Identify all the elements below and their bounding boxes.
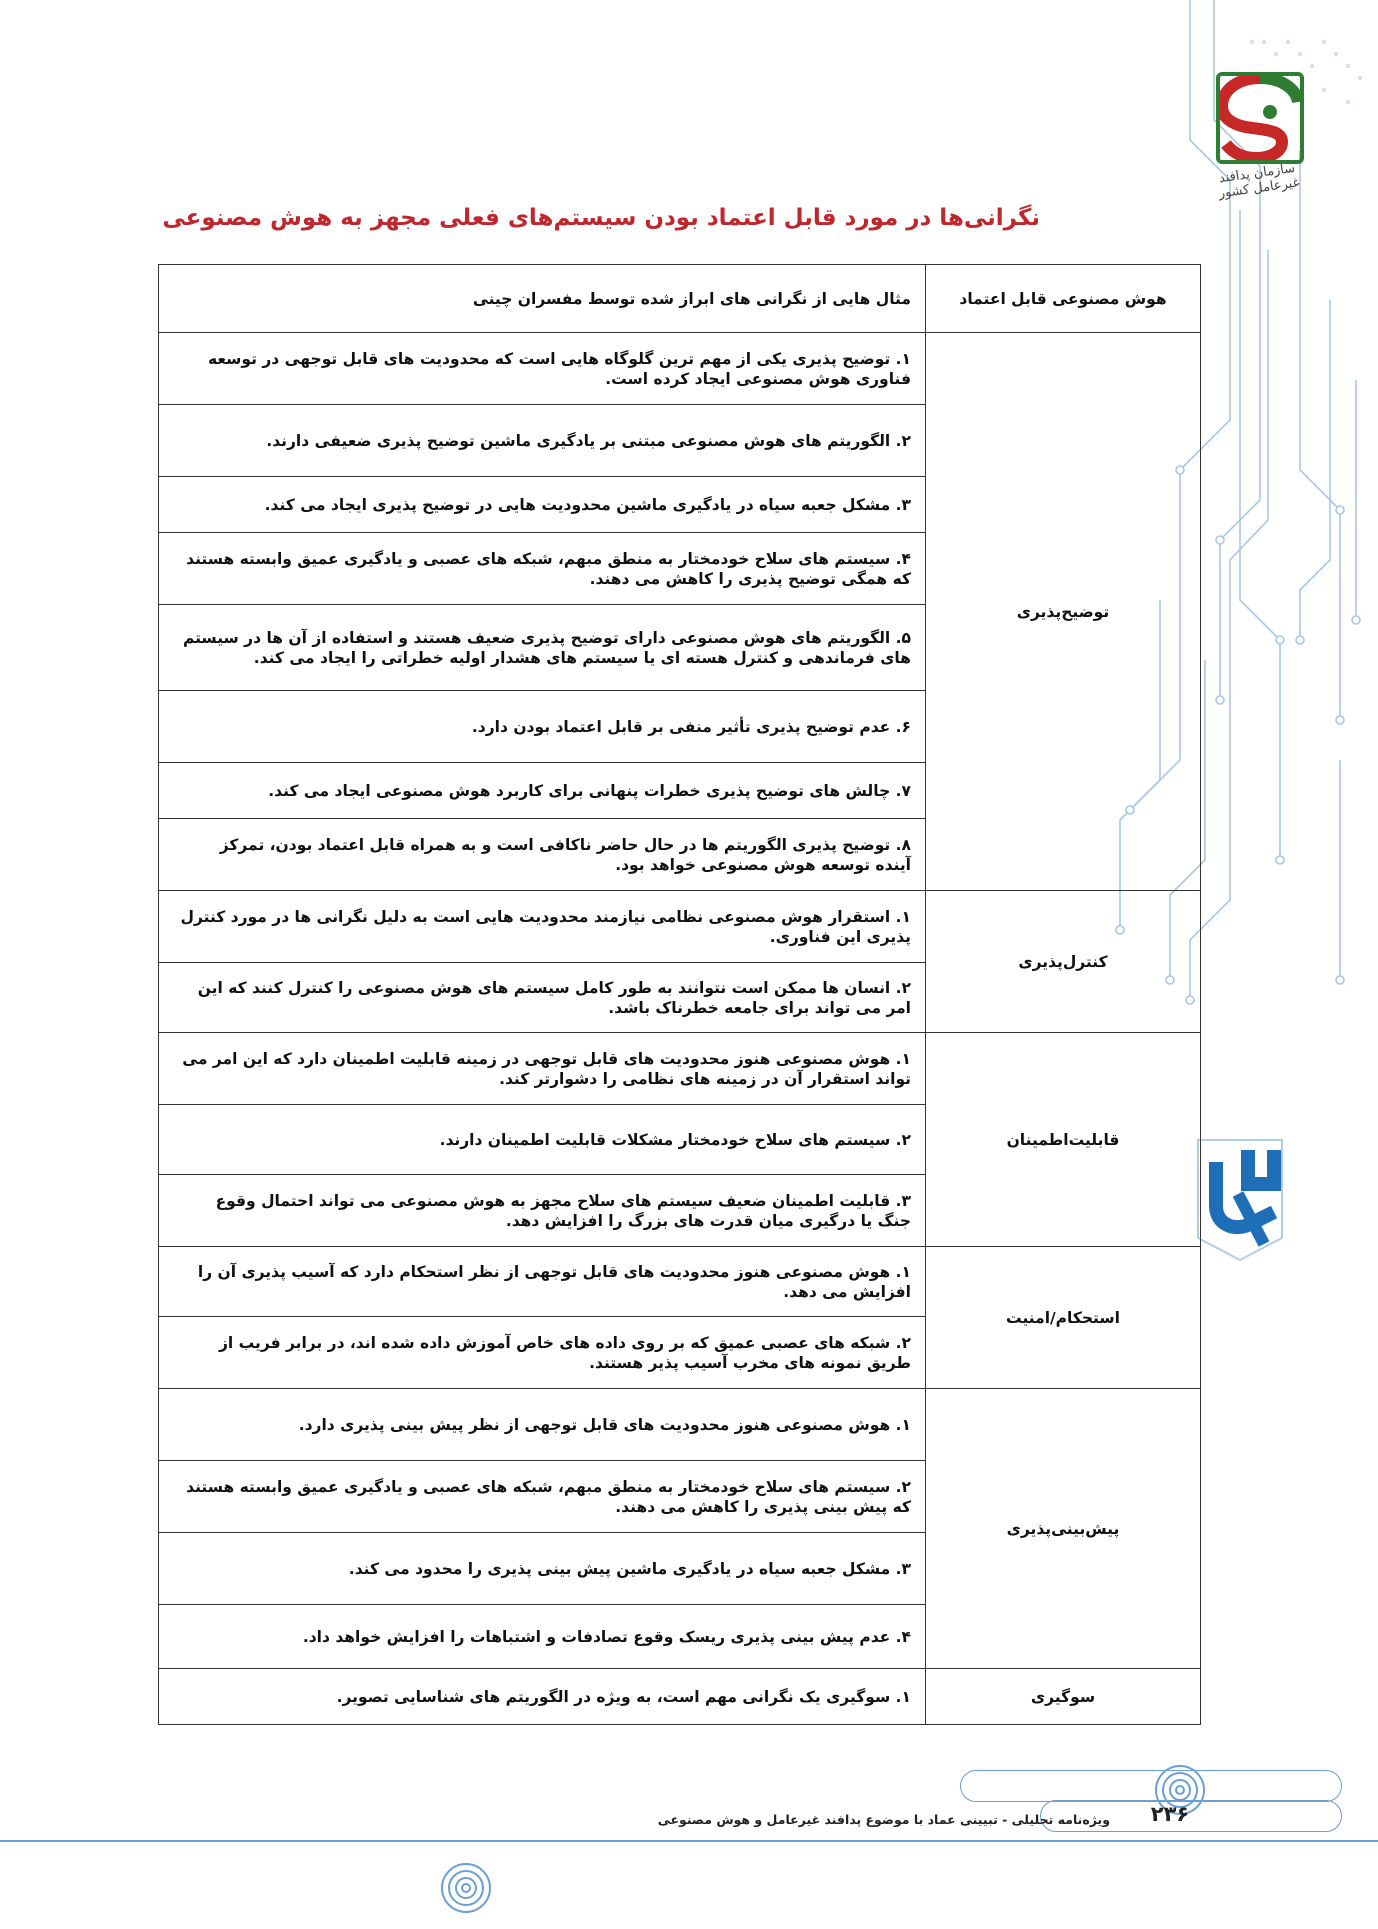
example-cell: ۱. توضیح پذیری یکی از مهم ترین گلوگاه هایی است که محدودیت های قابل توجهی در توسعه فناوری هوش مصنوعی ایجاد کرده است. (159, 333, 926, 405)
header-category: هوش مصنوعی قابل اعتماد (926, 265, 1201, 333)
footer-line (0, 1840, 1378, 1842)
example-cell: ۳. مشکل جعبه سیاه در یادگیری ماشین محدودیت هایی در توضیح پذیری ایجاد می کند. (159, 477, 926, 533)
example-cell: ۵. الگوریتم های هوش مصنوعی دارای توضیح پذیری ضعیف هستند و استفاده از آن ها در سیستم های فرماندهی و کنترل هسته ای یا سیستم های هشدار اولیه خطراتی را ایجاد می کند. (159, 605, 926, 691)
example-cell: ۴. سیستم های سلاح خودمختار به منطق مبهم، شبکه های عصبی و یادگیری عمیق وابسته هستند که همگی توضیح پذیری را کاهش می دهند. (159, 533, 926, 605)
table-row (159, 333, 1201, 405)
table-header-row (159, 265, 1201, 333)
page-number: ۲۳۶ (1150, 1802, 1190, 1826)
category-cell: کنترل‌پذیری (926, 891, 1201, 1033)
example-cell: ۲. سیستم های سلاح خودمختار مشکلات قابلیت اطمینان دارند. (159, 1105, 926, 1175)
table-row (159, 1669, 1201, 1725)
concerns-table (158, 264, 1201, 1725)
category-cell: سوگیری (926, 1669, 1201, 1725)
footer-text: ویژه‌نامه تحلیلی - تبیینی عماد با موضوع پدافند غیرعامل و هوش مصنوعی (657, 1812, 1110, 1827)
category-cell: استحکام/امنیت (926, 1247, 1201, 1389)
emad-logo-icon (1188, 1132, 1292, 1262)
example-cell: ۲. الگوریتم های هوش مصنوعی مبتنی بر یادگیری ماشین توضیح پذیری ضعیفی دارند. (159, 405, 926, 477)
example-cell: ۱. هوش مصنوعی هنوز محدودیت های قابل توجهی از نظر پیش بینی پذیری دارد. (159, 1389, 926, 1461)
header-examples: مثال هایی از نگرانی های ابراز شده توسط مفسران چینی (159, 265, 926, 333)
example-cell: ۸. توضیح پذیری الگوریتم ها در حال حاضر ناکافی است و به همراه قابل اعتماد بودن، تمرکز آینده توسعه هوش مصنوعی خواهد بود. (159, 819, 926, 891)
example-cell: ۲. سیستم های سلاح خودمختار به منطق مبهم، شبکه های عصبی و یادگیری عمیق وابسته هستند که پیش بینی پذیری را کاهش می دهند. (159, 1461, 926, 1533)
example-cell: ۶. عدم توضیح پذیری تأثیر منفی بر قابل اعتماد بودن دارد. (159, 691, 926, 763)
example-cell: ۴. عدم پیش بینی پذیری ریسک وقوع تصادفات و اشتباهات را افزایش خواهد داد. (159, 1605, 926, 1669)
example-cell: ۷. چالش های توضیح پذیری خطرات پنهانی برای کاربرد هوش مصنوعی ایجاد می کند. (159, 763, 926, 819)
table-row (159, 1247, 1201, 1317)
table-row (159, 1033, 1201, 1105)
example-cell: ۱. هوش مصنوعی هنوز محدودیت های قابل توجهی در زمینه قابلیت اطمینان دارد که این امر می تواند استقرار آن در زمینه های نظامی را دشوارتر کند. (159, 1033, 926, 1105)
organization-logo-icon (1212, 72, 1308, 164)
example-cell: ۳. مشکل جعبه سیاه در یادگیری ماشین پیش بینی پذیری را محدود می کند. (159, 1533, 926, 1605)
table-row (159, 891, 1201, 963)
example-cell: ۳. قابلیت اطمینان ضعیف سیستم های سلاح مجهز به هوش مصنوعی می تواند احتمال وقوع جنگ یا درگیری میان قدرت های بزرگ را افزایش دهد. (159, 1175, 926, 1247)
footer-rings-icon (436, 1858, 496, 1918)
category-cell: قابلیت‌اطمینان (926, 1033, 1201, 1247)
example-cell: ۲. شبکه های عصبی عمیق که بر روی داده های خاص آموزش داده شده اند، در برابر فریب از طریق نمونه های مخرب آسیب پذیر هستند. (159, 1317, 926, 1389)
example-cell: ۱. هوش مصنوعی هنوز محدودیت های قابل توجهی از نظر استحکام دارد که آسیب پذیری آن را افزایش می دهد. (159, 1247, 926, 1317)
page-title: نگرانی‌ها در مورد قابل اعتماد بودن سیستم‌های فعلی مجهز به هوش مصنوعی (162, 205, 1040, 231)
category-cell: پیش‌بینی‌پذیری (926, 1389, 1201, 1669)
logo-caption: سازمان پدافند غیرعامل کشور (1217, 160, 1301, 202)
example-cell: ۱. استقرار هوش مصنوعی نظامی نیازمند محدودیت هایی است به دلیل نگرانی ها در مورد کنترل پذیری این فناوری. (159, 891, 926, 963)
category-cell: توضیح‌پذیری (926, 333, 1201, 891)
table-row (159, 1389, 1201, 1461)
example-cell: ۲. انسان ها ممکن است نتوانند به طور کامل سیستم های هوش مصنوعی را کنترل کنند که این امر می تواند برای جامعه خطرناک باشد. (159, 963, 926, 1033)
example-cell: ۱. سوگیری یک نگرانی مهم است، به ویژه در الگوریتم های شناسایی تصویر. (159, 1669, 926, 1725)
